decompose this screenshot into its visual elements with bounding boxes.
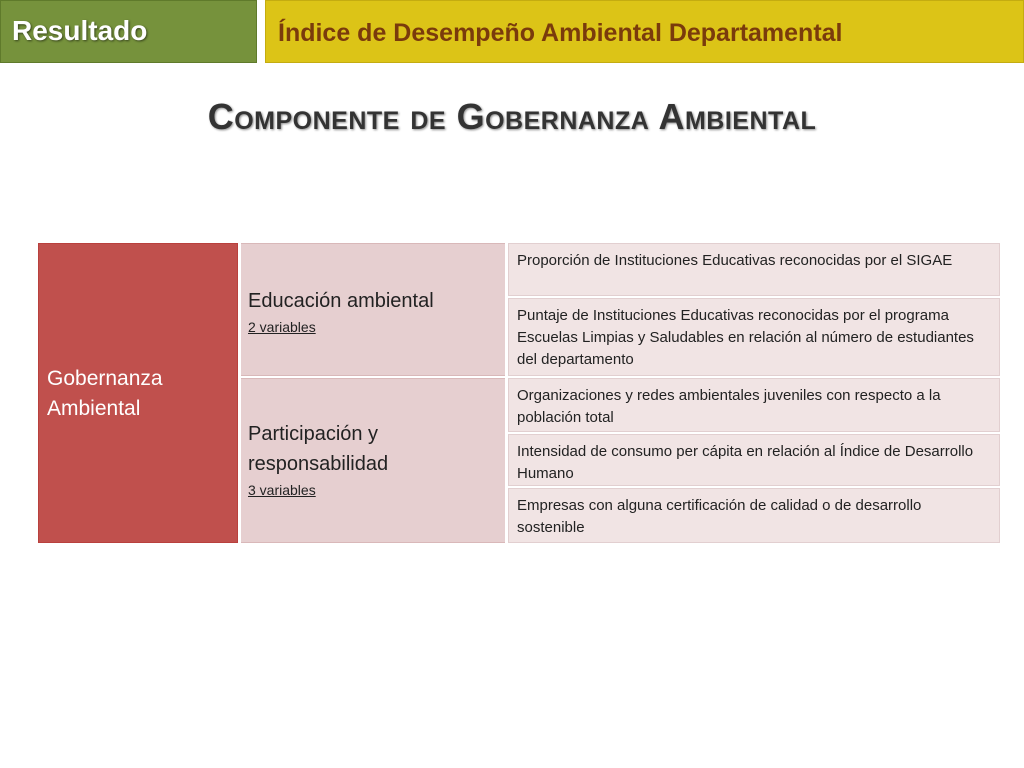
slide-title: Componente de Gobernanza Ambiental <box>207 96 817 137</box>
component-box <box>38 243 238 543</box>
indicator-box <box>508 243 1000 296</box>
topic-header <box>265 0 1024 63</box>
topic-label: Índice de Desempeño Ambiental Departamental <box>278 19 843 47</box>
indicator-text: Organizaciones y redes ambientales juveniles con respecto a la población total <box>517 387 941 426</box>
indicator-box <box>508 434 1000 486</box>
indicator-text: Proporción de Instituciones Educativas reconocidas por el SIGAE <box>517 252 953 269</box>
indicator-box <box>508 378 1000 432</box>
indicator-box <box>508 298 1000 376</box>
subcomponent-variables: 2 variables <box>248 319 316 335</box>
subcomponent-box-participation <box>241 378 505 543</box>
indicator-text: Empresas con alguna certificación de calidad o de desarrollo sostenible <box>517 497 922 536</box>
subcomponent-name: Educación ambiental <box>248 290 434 312</box>
component-label: Gobernanza Ambiental <box>47 367 163 420</box>
subcomponent-box-education <box>241 243 505 376</box>
indicator-text: Puntaje de Instituciones Educativas reconocidas por el programa Escuelas Limpias y Saludables en relación al número de estudiantes del departamento <box>517 307 974 368</box>
section-label: Resultado <box>12 15 148 46</box>
indicator-text: Intensidad de consumo per cápita en relación al Índice de Desarrollo Humano <box>517 443 974 482</box>
indicator-box <box>508 488 1000 543</box>
section-header <box>0 0 257 63</box>
subcomponent-variables: 3 variables <box>248 482 316 498</box>
subcomponent-name: Participación y responsabilidad <box>248 423 389 475</box>
